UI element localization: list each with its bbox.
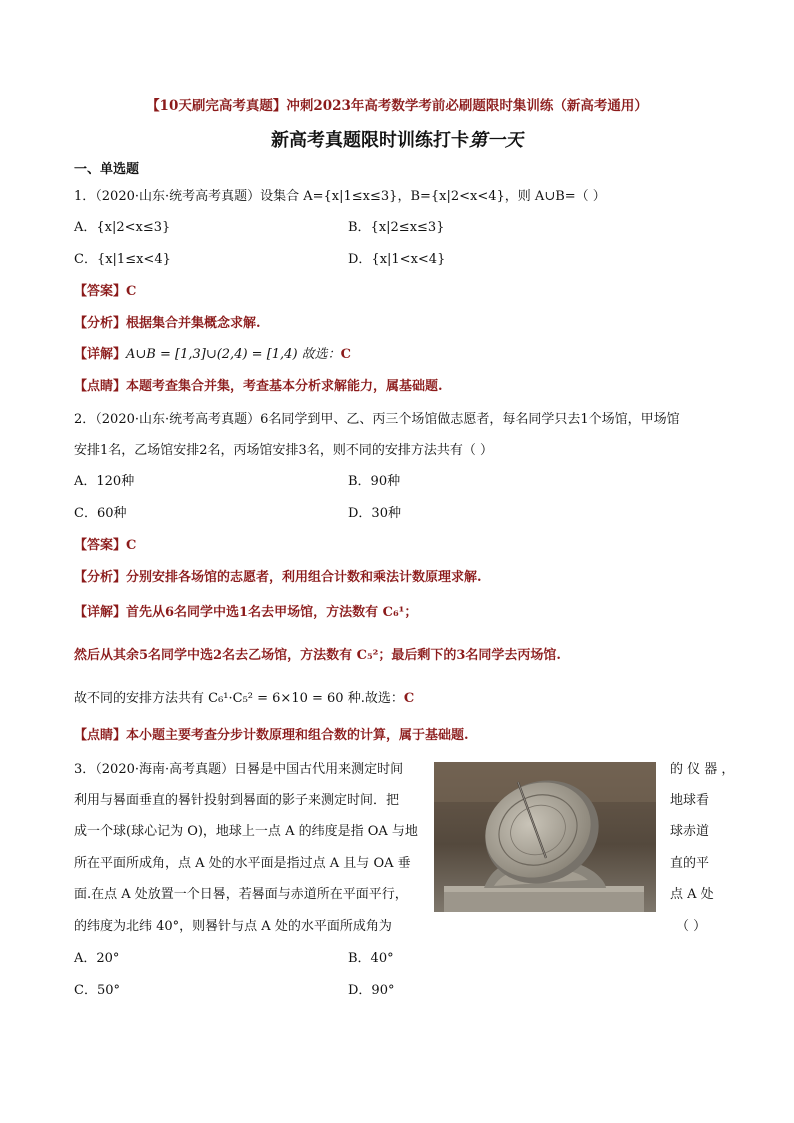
q3-line2-right: 地球看 (670, 793, 710, 808)
q2-answer (74, 537, 136, 555)
q3-line2-left: 利用与晷面垂直的晷针投射到晷面的影子来测定时间．把 (74, 793, 400, 808)
q3-line1-right: 的 仪 器 ， (670, 762, 735, 777)
q2-answer-tag: 【答案】 (74, 538, 127, 553)
q1-comment (74, 378, 443, 396)
q3-line4-left: 所在平面所成角，点 A 处的水平面是指过点 A 且与 OA 垂 (74, 856, 411, 871)
main-title (0, 126, 794, 152)
q3-line4-right: 直的平 (670, 856, 710, 871)
q2-option-c: C．60种 (74, 506, 127, 521)
q2-comment (74, 727, 469, 745)
q1-answer-tag: 【答案】 (74, 284, 127, 299)
q2-detail-line3 (74, 690, 414, 708)
q1-option-a: A．{x|2<x≤3} (74, 220, 171, 235)
q2-detail-text2: 然后从其余5名同学中选2名去乙场馆，方法数有 C₅²；最后剩下的3名同学去丙场馆. (74, 648, 561, 663)
q2-detail-answer: C (403, 691, 415, 706)
q1-detail-answer: C (340, 347, 352, 362)
q2-detail-line2 (74, 647, 561, 665)
q3-line5-right: 点 A 处 (670, 887, 714, 902)
q2-analysis-text: 分别安排各场馆的志愿者，利用组合计数和乘法计数原理求解. (126, 570, 482, 585)
q1-analysis (74, 315, 261, 333)
q2-analysis-tag: 【分析】 (74, 570, 127, 585)
q1-detail-tag: 【详解】 (74, 347, 127, 362)
q2-analysis (74, 569, 482, 587)
q1-option-b: B．{x|2≤x≤3} (348, 220, 445, 235)
q2-comment-tag: 【点睛】 (74, 728, 127, 743)
top-title: 【10天刷完高考真题】冲刺2023年高考数学考前必刷题限时集训练（新高考通用） (146, 98, 648, 114)
q3-option-a: A．20° (74, 951, 120, 966)
q1-stem: 1．（2020·山东·统考高考真题）设集合 A={x|1≤x≤3}，B={x|2<x<4}，则 A∪B=（ ） (74, 189, 606, 204)
q1-option-c: C．{x|1≤x<4} (74, 252, 171, 267)
q2-option-b: B．90种 (348, 474, 401, 489)
q3-option-d: D．90° (348, 983, 395, 998)
main-title-day: 第一天 (469, 130, 523, 151)
q3-line3-left: 成一个球(球心记为 O)，地球上一点 A 的纬度是指 OA 与地 (74, 824, 418, 839)
q1-answer (74, 283, 136, 301)
q1-analysis-tag: 【分析】 (74, 316, 127, 331)
q2-option-d: D．30种 (348, 506, 401, 521)
q3-line5-left: 面.在点 A 处放置一个日晷，若晷面与赤道所在平面平行， (74, 887, 408, 902)
q1-detail (74, 346, 351, 364)
q2-answer-value: C (126, 538, 137, 553)
sundial-photo (434, 762, 656, 912)
q2-detail-line1 (74, 604, 417, 622)
q3-option-c: C．50° (74, 983, 120, 998)
section-heading: 一、单选题 (74, 162, 140, 177)
q1-comment-tag: 【点睛】 (74, 379, 127, 394)
q1-analysis-text: 根据集合并集概念求解. (126, 316, 261, 331)
q2-stem-line1: 2．（2020·山东·统考高考真题）6名同学到甲、乙、丙三个场馆做志愿者，每名同学只去1个场馆，甲场馆 (74, 412, 680, 427)
q3-option-b: B．40° (348, 951, 394, 966)
q2-comment-text: 本小题主要考查分步计数原理和组合数的计算，属于基础题. (126, 728, 469, 743)
q2-option-a: A．120种 (74, 474, 135, 489)
q2-detail-tag: 【详解】 (74, 605, 127, 620)
q1-comment-text: 本题考查集合并集，考查基本分析求解能力，属基础题. (126, 379, 443, 394)
q2-stem-line2: 安排1名，乙场馆安排2名，丙场馆安排3名，则不同的安排方法共有（ ） (74, 443, 493, 458)
q2-detail-text1: 首先从6名同学中选1名去甲场馆，方法数有 C₆¹； (126, 605, 418, 620)
main-title-text: 新高考真题限时训练打卡 (271, 130, 469, 151)
q2-detail-text3: 故不同的安排方法共有 C₆¹·C₅² = 6×10 = 60 种.故选： (74, 691, 404, 706)
q3-line6-right: （ ） (676, 919, 707, 934)
q3-line6-left: 的纬度为北纬 40°，则晷针与点 A 处的水平面所成角为 (74, 919, 392, 934)
q1-option-d: D．{x|1<x<4} (348, 252, 446, 267)
q3-line3-right: 球赤道 (670, 824, 710, 839)
q1-detail-text: A∪B = [1,3]∪(2,4) = [1,4) 故选： (126, 347, 341, 362)
q3-line1-left: 3．（2020·海南·高考真题）日晷是中国古代用来测定时间 (74, 762, 404, 777)
q1-answer-value: C (126, 284, 137, 299)
